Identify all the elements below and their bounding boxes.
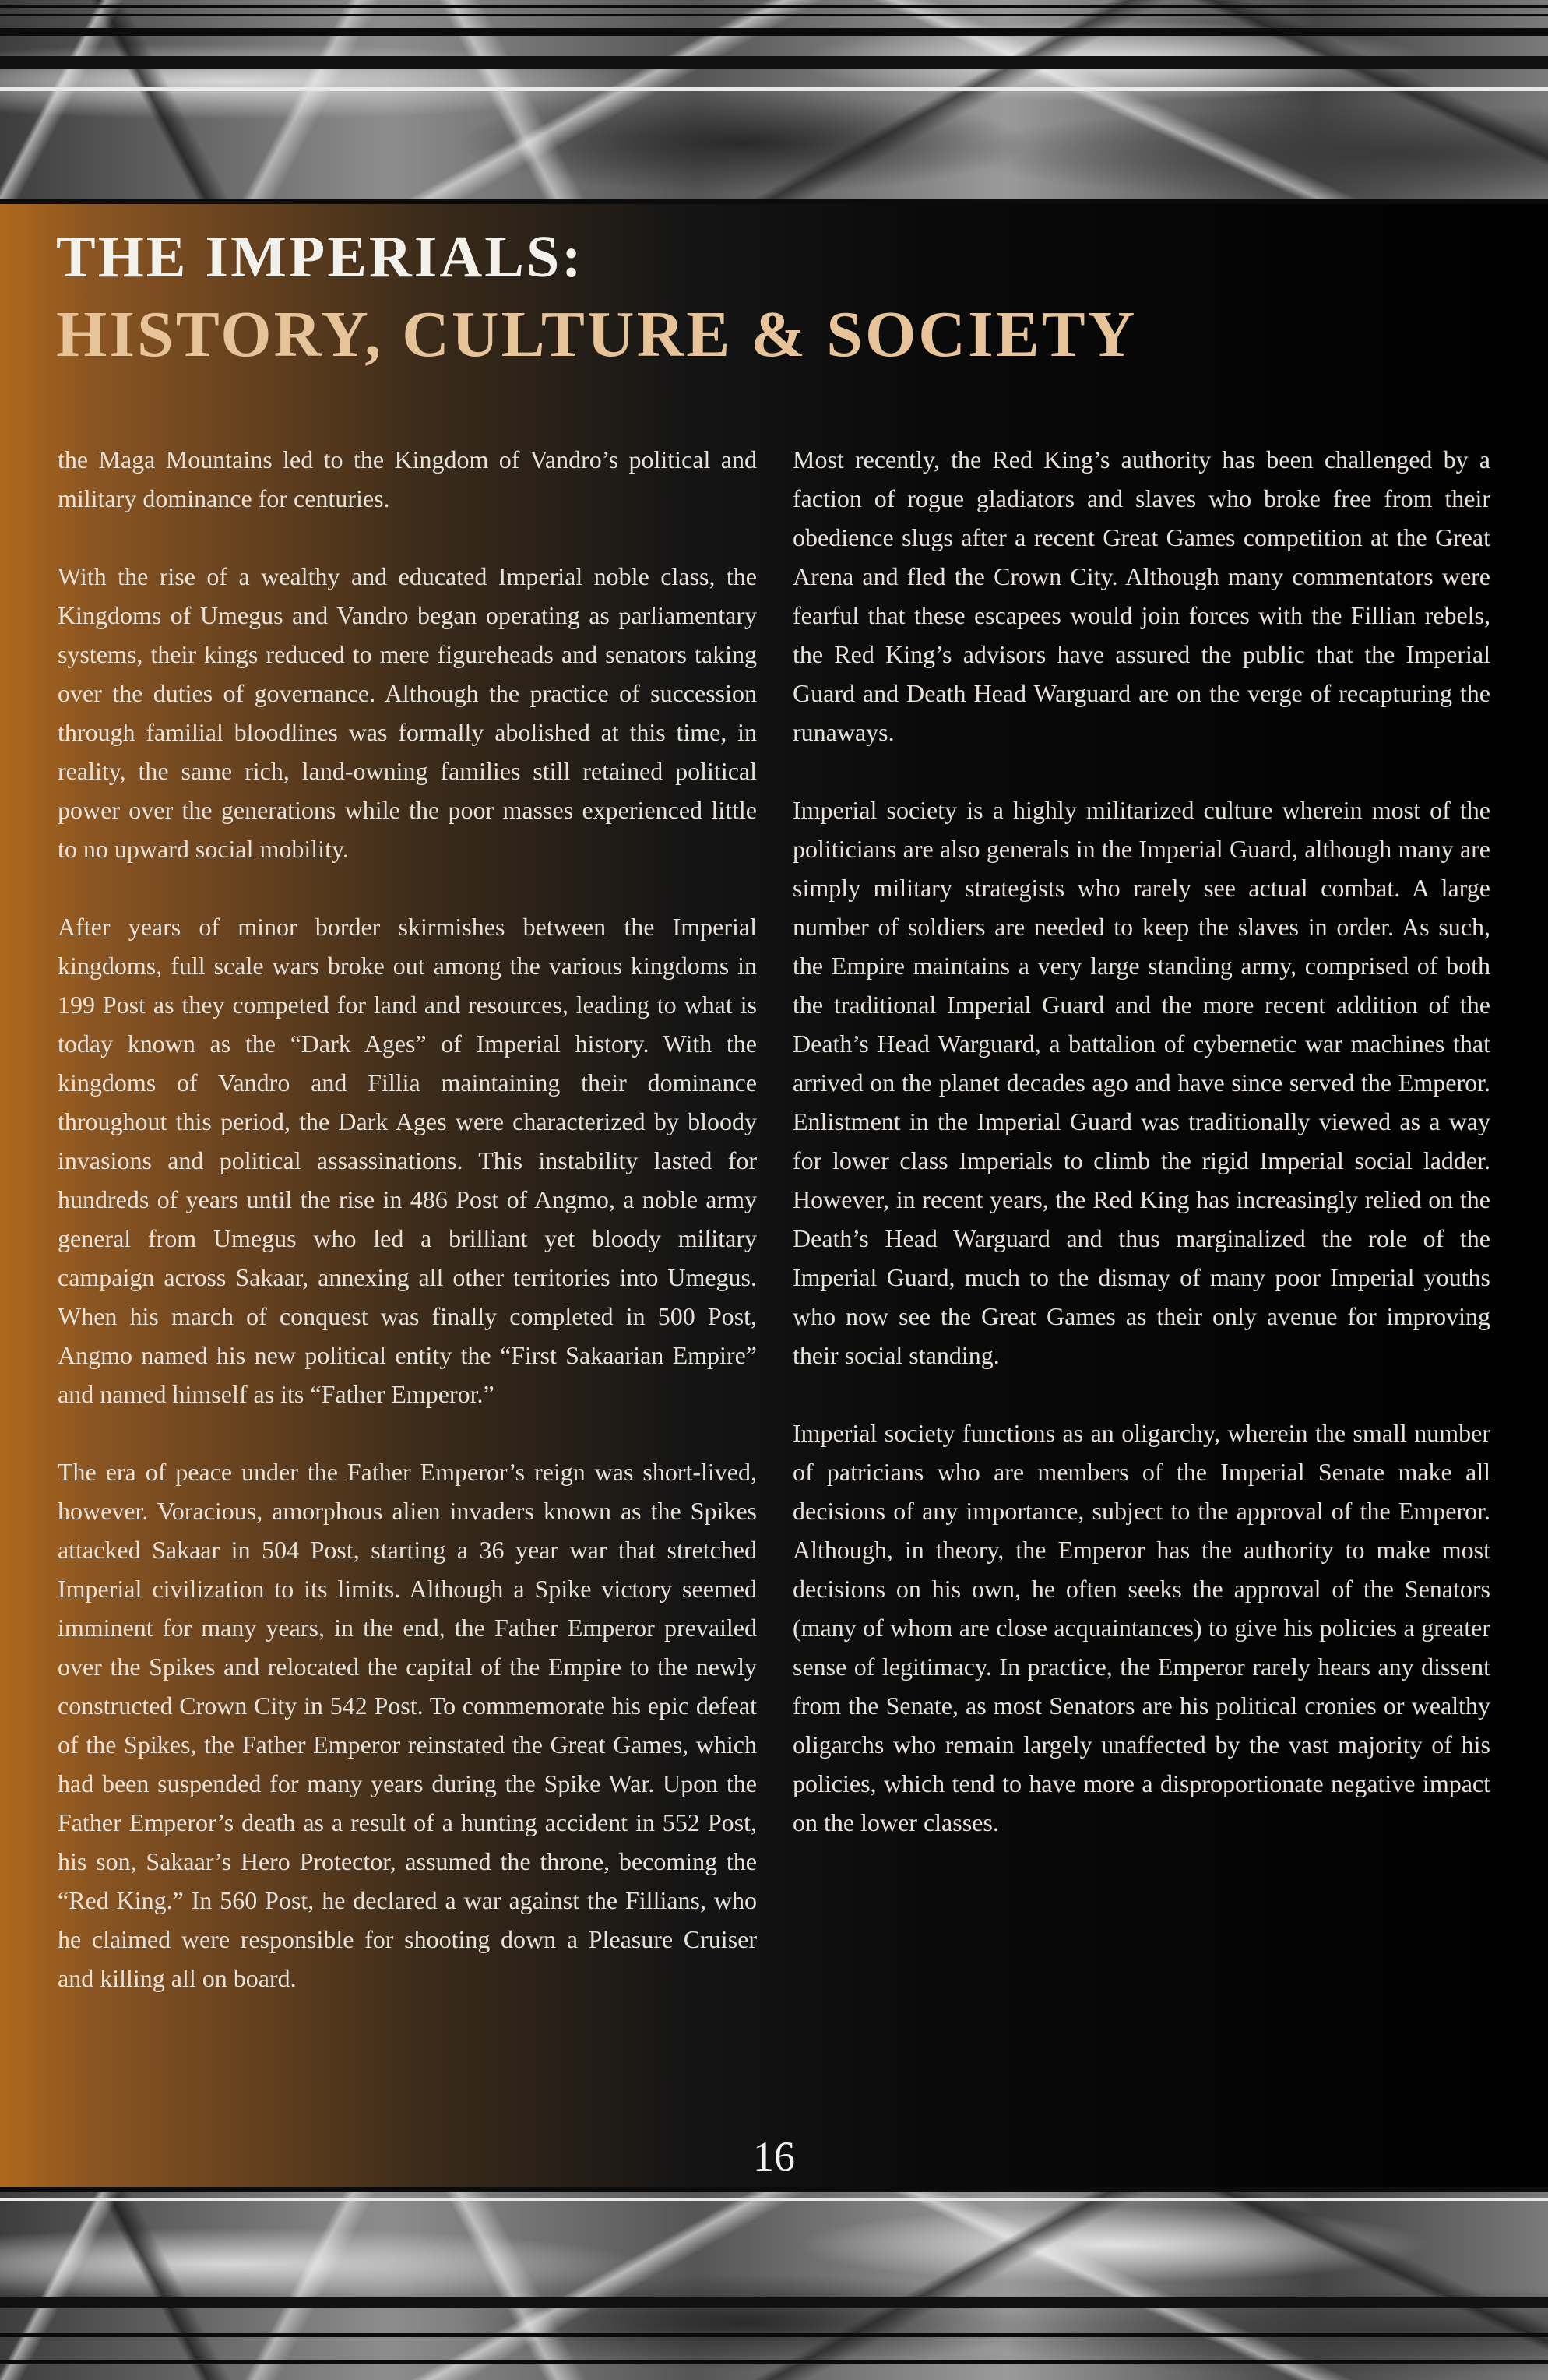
page-title-line-1: THE IMPERIALS: <box>56 224 584 290</box>
paragraph: Imperial society functions as an oligarchy, wherein the small number of patricians who are members of the Imperial Senate make all decisions of any importance, subject to the approval of the Emperor. Although, in theory, the Emperor has the authority to make most decisions on his own, he often seeks the approval of the Senators (many of whom are close acquaintances) to give his policies a greater sense of legitimacy. In practice, the Emperor rarely hears any dissent from the Senate, as most Senators are his political cronies or wealthy oligarchs who remain largely unaffected by the vast majority of his policies, which tend to have more a disproportionate negative impact on the lower classes. <box>793 1419 1490 1836</box>
paragraph: With the rise of a wealthy and educated Imperial noble class, the Kingdoms of Umegus and Vandro began operating as parliamentary systems, their kings reduced to mere figureheads and senators taking over the duties of governance. Although the practice of succession through familial bloodlines was formally abolished at this time, in reality, the same rich, land-owning families still retained political power over the generations while the poor masses experienced little to no upward social mobility. <box>58 562 757 863</box>
right-text-column <box>793 440 1490 1881</box>
paragraph: Most recently, the Red King’s authority has been challenged by a faction of rogue gladiators and slaves who broke free from their obedience slugs after a recent Great Games competition at the Great Arena and fled the Crown City. Although many commentators were fearful that these escapees would join forces with the Fillian rebels, the Red King’s advisors have assured the public that the Imperial Guard and Death Head Warguard are on the verge of recapturing the runaways. <box>793 445 1490 746</box>
top-border-line <box>0 87 1548 91</box>
paragraph: The era of peace under the Father Emperor’s reign was short-lived, however. Voracious, amorphous alien invaders known as the Spikes attacked Sakaar in 504 Post, starting a 36 year war that stretched Imperial civilization to its limits. Although a Spike victory seemed imminent for many years, in the end, the Father Emperor prevailed over the Spikes and relocated the capital of the Empire to the newly constructed Crown City in 542 Post. To commemorate his epic defeat of the Spikes, the Father Emperor reinstated the Great Games, which had been suspended for many years during the Spike War. Upon the Father Emperor’s death as a result of a hunting accident in 552 Post, his son, Sakaar’s Hero Protector, assumed the throne, becoming the “Red King.” In 560 Post, he declared a war against the Fillians, who he claimed were responsible for shooting down a Pleasure Cruiser and killing all on board. <box>58 1458 757 1992</box>
top-border-line <box>0 56 1548 69</box>
top-border-line <box>0 14 1548 16</box>
paragraph: Imperial society is a highly militarized culture wherein most of the politicians are also generals in the Imperial Guard, although many are simply military strategists who rarely see actual combat. A large number of soldiers are needed to keep the slaves in order. As such, the Empire maintains a very large standing army, comprised of both the traditional Imperial Guard and the more recent addition of the Death’s Head Warguard, a battalion of cybernetic war machines that arrived on the planet decades ago and have since served the Emperor. Enlistment in the Imperial Guard was traditionally viewed as a way for lower class Imperials to climb the rigid Imperial social ladder. However, in recent years, the Red King has increasingly relied on the Death’s Head Warguard and thus marginalized the role of the Imperial Guard, much to the dismay of many poor Imperial youths who now see the Great Games as their only avenue for improving their social standing. <box>793 796 1490 1369</box>
paragraph: After years of minor border skirmishes between the Imperial kingdoms, full scale wars broke out among the various kingdoms in 199 Post as they competed for land and resources, leading to what is today known as the “Dark Ages” of Imperial history. With the kingdoms of Vandro and Fillia maintaining their dominance throughout this period, the Dark Ages were characterized by bloody invasions and political assassinations. This instability lasted for hundreds of years until the rise in 486 Post of Angmo, a noble army general from Umegus who led a brilliant yet bloody military campaign across Sakaar, annexing all other territories into Umegus. When his march of conquest was finally completed in 500 Post, Angmo named his new political entity the “First Sakaarian Empire” and named himself as its “Father Emperor.” <box>58 913 757 1408</box>
page-title-line-2: HISTORY, CULTURE & SOCIETY <box>56 298 1138 371</box>
paragraph: the Maga Mountains led to the Kingdom of Vandro’s political and military dominance for centuries. <box>58 445 757 512</box>
bottom-border-line <box>0 2360 1548 2364</box>
left-text-column <box>58 440 757 2037</box>
top-border-line <box>0 28 1548 36</box>
bottom-border-line <box>0 2198 1548 2201</box>
bottom-border-line <box>0 2297 1548 2308</box>
page-number: 16 <box>753 2133 795 2180</box>
top-border-line <box>0 5 1548 8</box>
bottom-marble-border <box>0 2187 1548 2380</box>
bottom-border-line <box>0 2187 1548 2192</box>
bottom-border-line <box>0 2333 1548 2337</box>
